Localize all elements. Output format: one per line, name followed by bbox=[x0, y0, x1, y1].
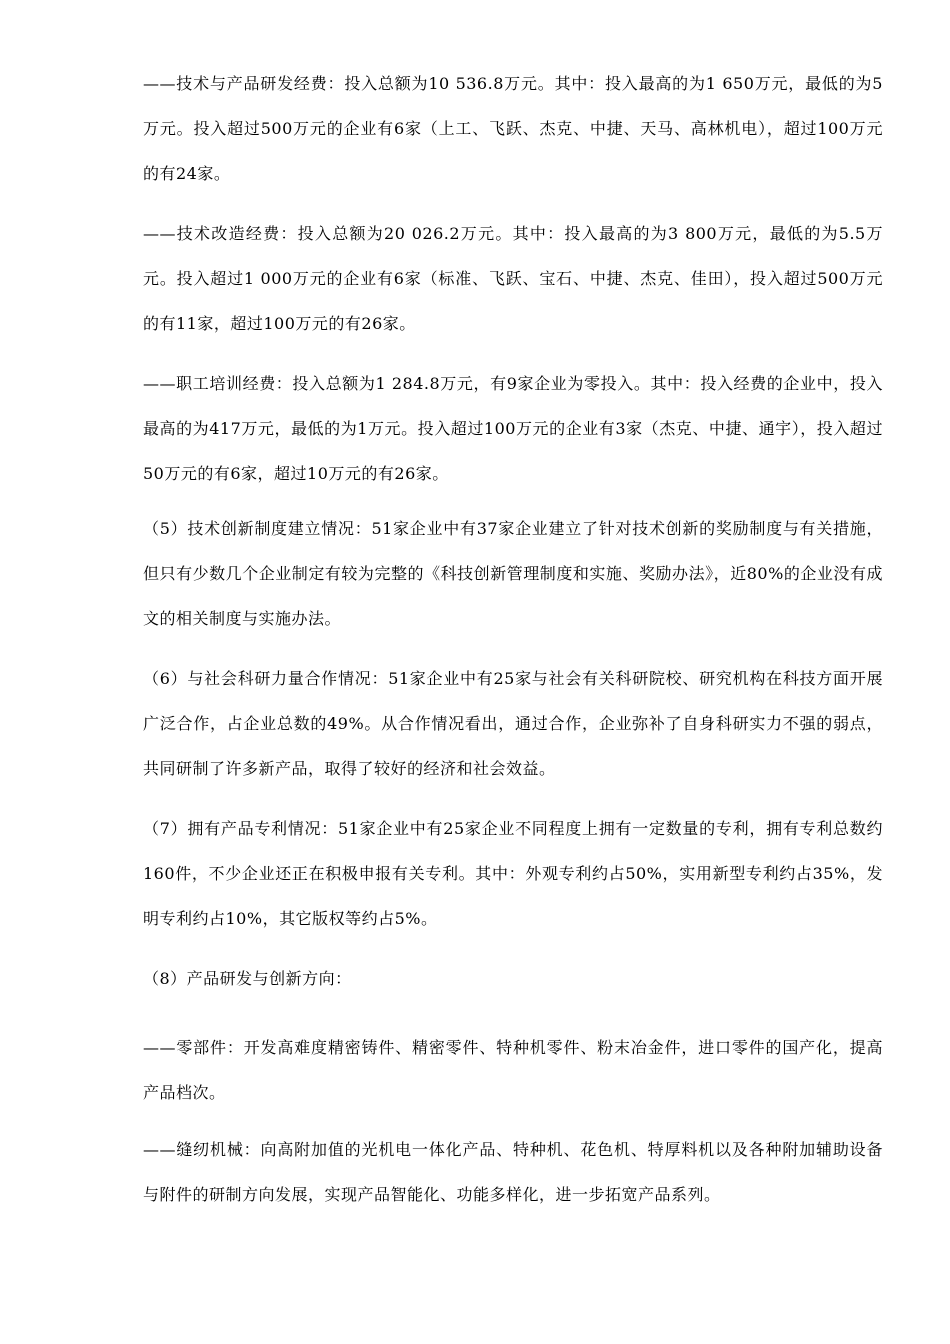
paragraph-sewing-machinery: ——缝纫机械：向高附加值的光机电一体化产品、特种机、花色机、特厚料机以及各种附加辅助设备与附件的研制方向发展，实现产品智能化、功能多样化，进一步拓宽产品系列。 bbox=[143, 1140, 883, 1204]
paragraph-innovation-system: （5）技术创新制度建立情况：51家企业中有37家企业建立了针对技术创新的奖励制度与有关措施，但只有少数几个企业制定有较为完整的《科技创新管理制度和实施、奖励办法》，近80%的企业没有成文的相关制度与实施办法。 bbox=[143, 519, 883, 628]
paragraph-patents: （7）拥有产品专利情况：51家企业中有25家企业不同程度上拥有一定数量的专利，拥有专利总数约160件，不少企业还正在积极申报有关专利。其中：外观专利约占50%，实用新型专利约占35%，发明专利约占10%，其它版权等约占5%。 bbox=[143, 819, 883, 928]
paragraph-training-funding: ——职工培训经费：投入总额为1 284.8万元，有9家企业为零投入。其中：投入经费的企业中，投入最高的为417万元，最低的为1万元。投入超过100万元的企业有3家（杰克、中捷、通宇），投入超过50万元的有6家，超过10万元的有26家。 bbox=[143, 374, 883, 483]
paragraph-tech-renovation-funding: ——技术改造经费：投入总额为20 026.2万元。其中：投入最高的为3 800万元，最低的为5.5万元。投入超过1 000万元的企业有6家（标准、飞跃、宝石、中捷、杰克、佳田），投入超过500万元的有11家，超过100万元的有26家。 bbox=[143, 224, 883, 333]
paragraph-rd-funding: ——技术与产品研发经费：投入总额为10 536.8万元。其中：投入最高的为1 650万元，最低的为5万元。投入超过500万元的企业有6家（上工、飞跃、杰克、中捷、天马、高林机电），超过100万元的有24家。 bbox=[143, 74, 883, 183]
paragraph-rd-direction-heading: （8）产品研发与创新方向： bbox=[143, 969, 352, 988]
paragraph-components: ——零部件：开发高难度精密铸件、精密零件、特种机零件、粉末冶金件，进口零件的国产化，提高产品档次。 bbox=[143, 1038, 883, 1102]
paragraph-research-cooperation: （6）与社会科研力量合作情况：51家企业中有25家与社会有关科研院校、研究机构在科技方面开展广泛合作，占企业总数的49%。从合作情况看出，通过合作，企业弥补了自身科研实力不强的弱点，共同研制了许多新产品，取得了较好的经济和社会效益。 bbox=[143, 669, 883, 778]
